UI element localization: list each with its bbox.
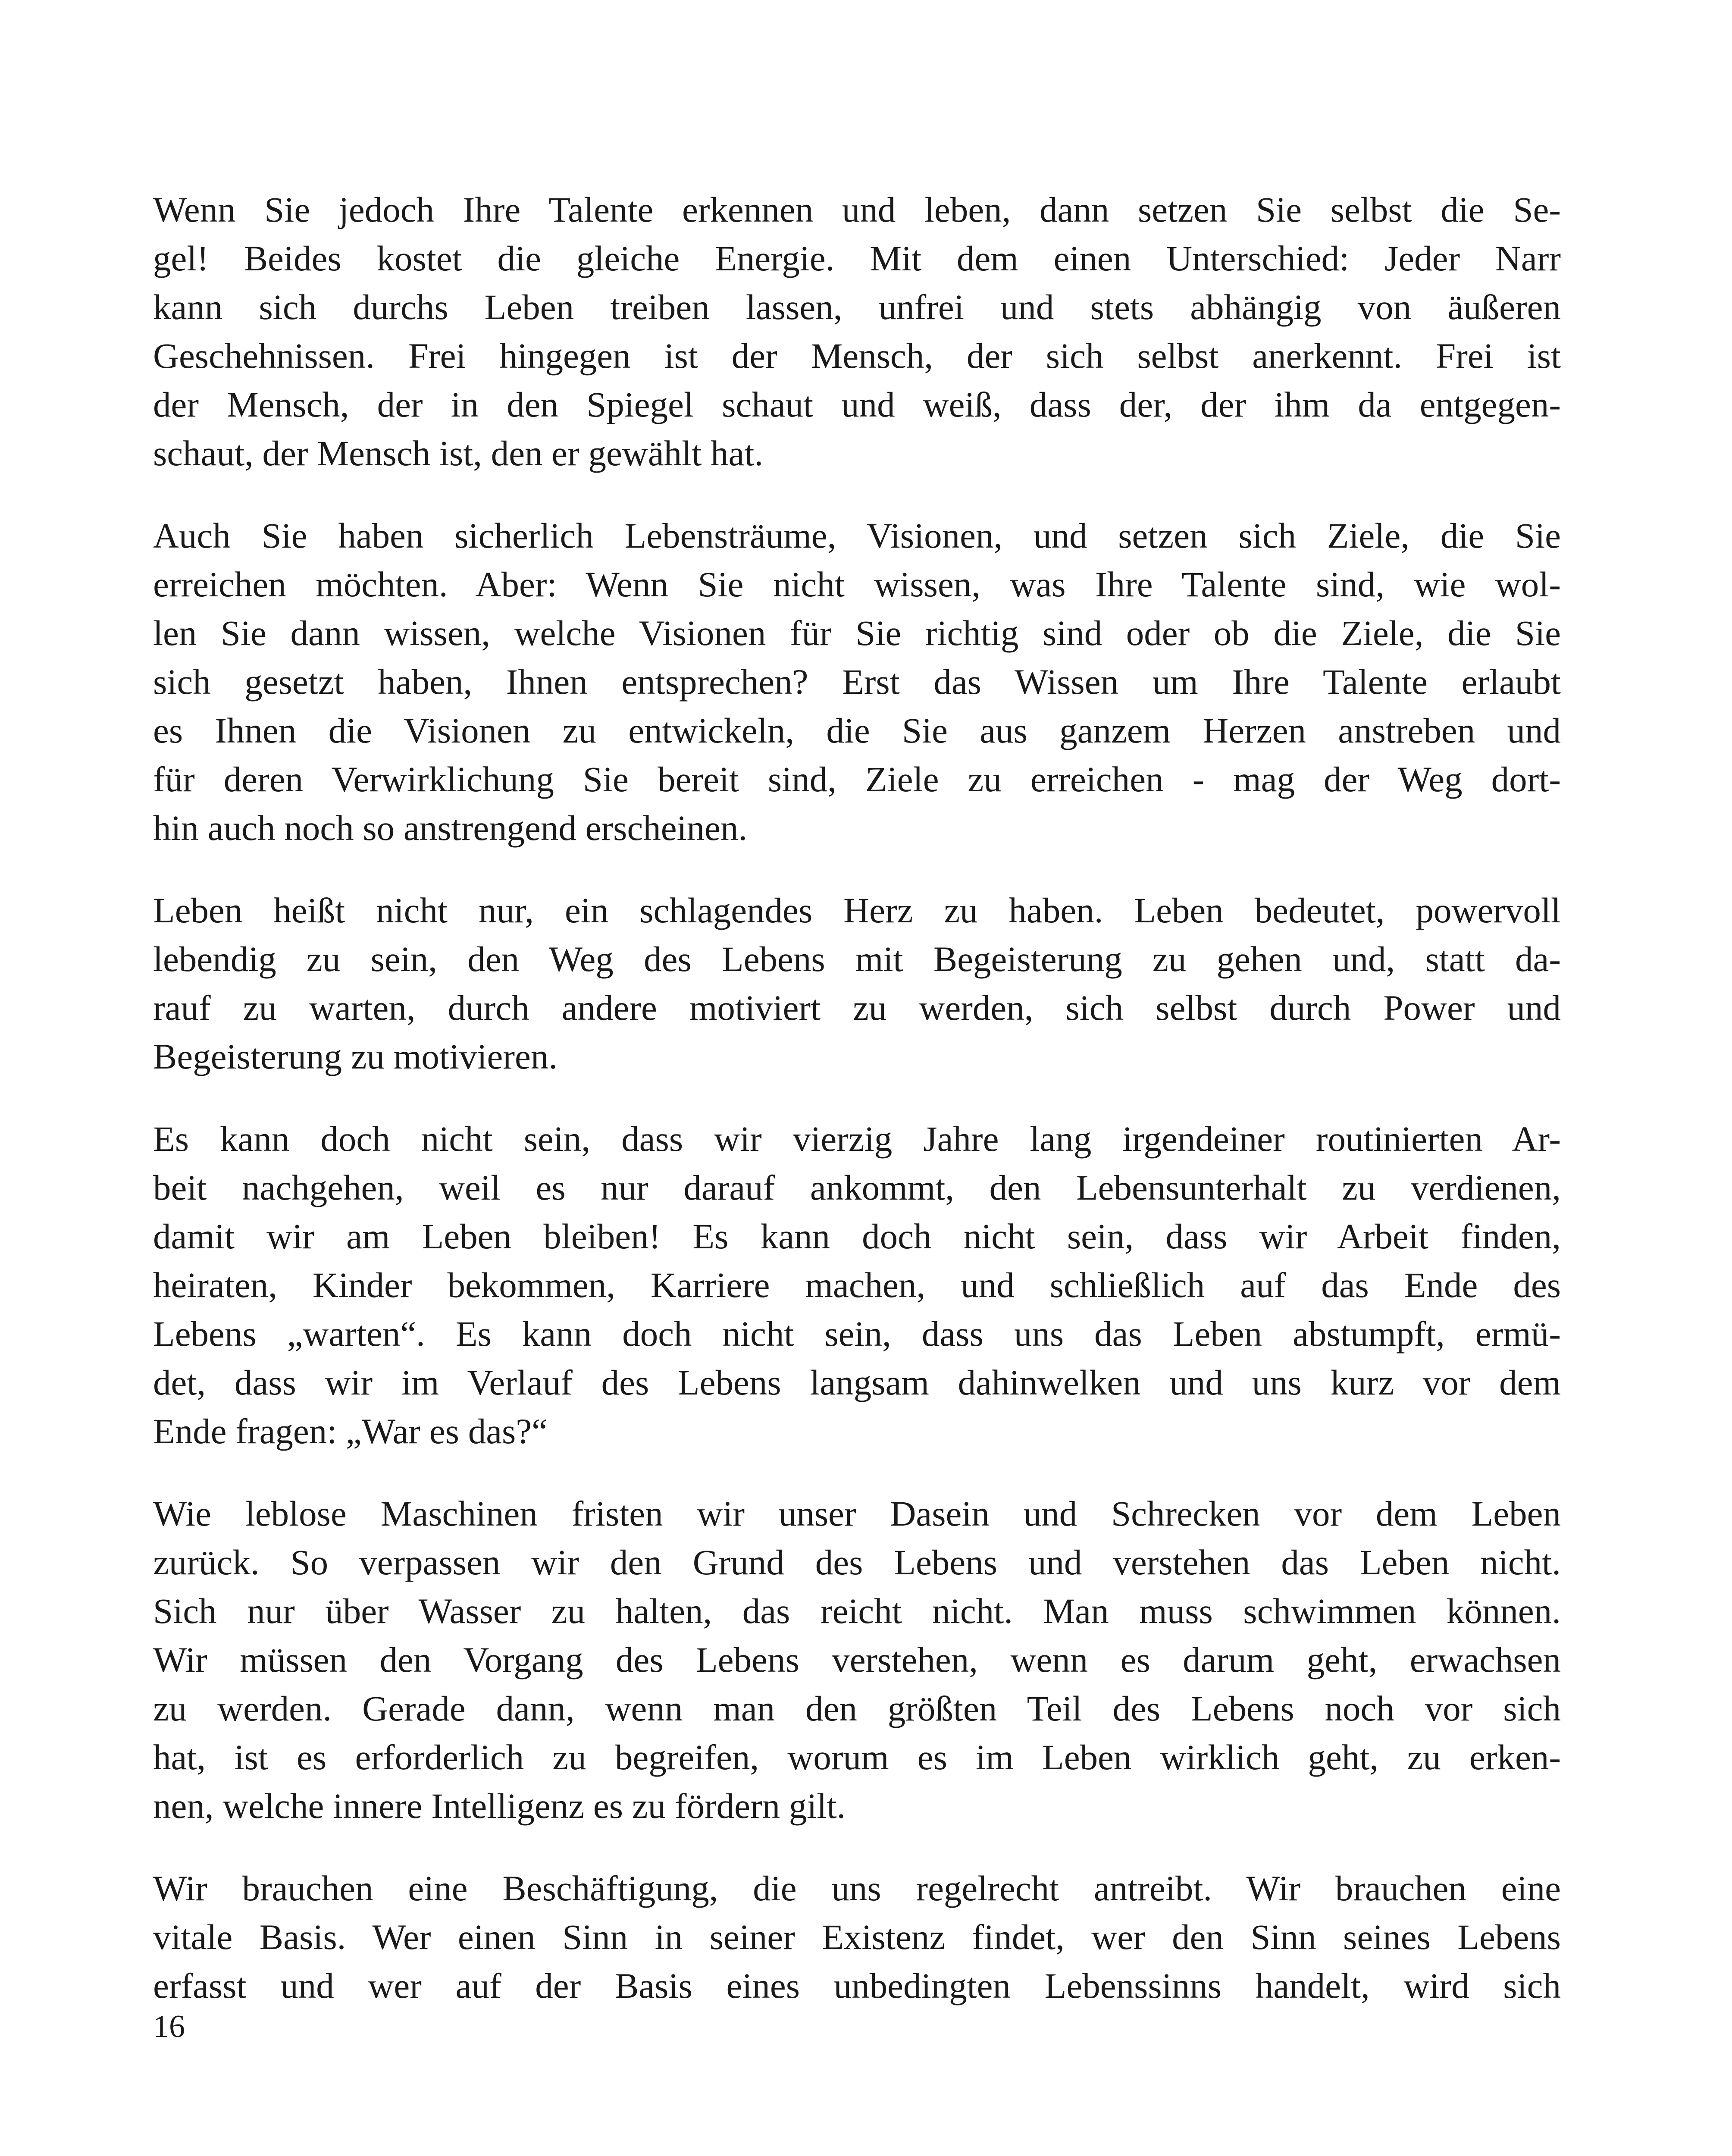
body-text bbox=[153, 185, 1561, 2044]
paragraph bbox=[153, 511, 1561, 852]
text-line: hat, ist es erforderlich zu begreifen, worum es im Leben wirklich geht, zu erken- bbox=[153, 1737, 1561, 1777]
text-line: Wir brauchen eine Beschäftigung, die uns regelrecht antreibt. Wir brauchen eine bbox=[153, 1868, 1561, 1908]
text-line: zu werden. Gerade dann, wenn man den größten Teil des Lebens noch vor sich bbox=[153, 1689, 1561, 1728]
text-line: Wenn Sie jedoch Ihre Talente erkennen und leben, dann setzen Sie selbst die Se- bbox=[153, 190, 1561, 229]
text-line: Es kann doch nicht sein, dass wir vierzig Jahre lang irgendeiner routinierten Ar- bbox=[153, 1119, 1561, 1159]
text-line: Wie leblose Maschinen fristen wir unser Dasein und Schrecken vor dem Leben bbox=[153, 1494, 1561, 1533]
text-line: erreichen möchten. Aber: Wenn Sie nicht wissen, was Ihre Talente sind, wie wol- bbox=[153, 564, 1561, 604]
paragraph bbox=[153, 1864, 1561, 2010]
text-line: Geschehnissen. Frei hingegen ist der Mensch, der sich selbst anerkennt. Frei ist bbox=[153, 336, 1561, 376]
text-line: Auch Sie haben sicherlich Lebensträume, Visionen, und setzen sich Ziele, die Sie bbox=[153, 516, 1561, 555]
text-line: sich gesetzt haben, Ihnen entsprechen? Erst das Wissen um Ihre Talente erlaubt bbox=[153, 662, 1561, 702]
page-number: 16 bbox=[153, 2009, 185, 2044]
paragraph bbox=[153, 185, 1561, 478]
text-line: Wir müssen den Vorgang des Lebens verstehen, wenn es darum geht, erwachsen bbox=[153, 1640, 1561, 1680]
text-line: damit wir am Leben bleiben! Es kann doch nicht sein, dass wir Arbeit finden, bbox=[153, 1216, 1561, 1256]
text-line: rauf zu warten, durch andere motiviert zu werden, sich selbst durch Power und bbox=[153, 988, 1561, 1028]
text-line: Lebens „warten“. Es kann doch nicht sein, dass uns das Leben abstumpft, ermü- bbox=[153, 1314, 1561, 1354]
text-line: gel! Beides kostet die gleiche Energie. Mit dem einen Unterschied: Jeder Narr bbox=[153, 238, 1561, 278]
text-line: len Sie dann wissen, welche Visionen für Sie richtig sind oder ob die Ziele, die Sie bbox=[153, 613, 1561, 653]
paragraph bbox=[153, 1115, 1561, 1456]
paragraph bbox=[153, 886, 1561, 1081]
text-line: erfasst und wer auf der Basis eines unbedingten Lebenssinns handelt, wird sich bbox=[153, 1966, 1561, 2006]
text-line: det, dass wir im Verlauf des Lebens langsam dahinwelken und uns kurz vor dem bbox=[153, 1363, 1561, 1402]
text-line: es Ihnen die Visionen zu entwickeln, die Sie aus ganzem Herzen anstreben und bbox=[153, 711, 1561, 750]
text-line: beit nachgehen, weil es nur darauf ankommt, den Lebensunterhalt zu verdienen, bbox=[153, 1168, 1561, 1207]
text-line: heiraten, Kinder bekommen, Karriere machen, und schließlich auf das Ende des bbox=[153, 1265, 1561, 1305]
text-line: Begeisterung zu motivieren. bbox=[153, 1037, 558, 1076]
text-line: Sich nur über Wasser zu halten, das reicht nicht. Man muss schwimmen können. bbox=[153, 1591, 1561, 1631]
text-line: hin auch noch so anstrengend erscheinen. bbox=[153, 808, 748, 848]
text-line: kann sich durchs Leben treiben lassen, unfrei und stets abhängig von äußeren bbox=[153, 287, 1561, 327]
text-line: für deren Verwirklichung Sie bereit sind, Ziele zu erreichen - mag der Weg dort- bbox=[153, 759, 1561, 799]
text-line: Ende fragen: „War es das?“ bbox=[153, 1411, 548, 1451]
text-line: nen, welche innere Intelligenz es zu fördern gilt. bbox=[153, 1786, 846, 1826]
text-line: zurück. So verpassen wir den Grund des Lebens und verstehen das Leben nicht. bbox=[153, 1542, 1561, 1582]
text-line: lebendig zu sein, den Weg des Lebens mit Begeisterung zu gehen und, statt da- bbox=[153, 939, 1561, 979]
text-line: der Mensch, der in den Spiegel schaut und weiß, dass der, der ihm da entgegen- bbox=[153, 385, 1561, 424]
paragraph bbox=[153, 1489, 1561, 1830]
text-line: vitale Basis. Wer einen Sinn in seiner Existenz findet, wer den Sinn seines Lebens bbox=[153, 1917, 1561, 1957]
text-line: schaut, der Mensch ist, den er gewählt hat. bbox=[153, 433, 764, 473]
text-line: Leben heißt nicht nur, ein schlagendes Herz zu haben. Leben bedeutet, powervoll bbox=[153, 890, 1561, 930]
